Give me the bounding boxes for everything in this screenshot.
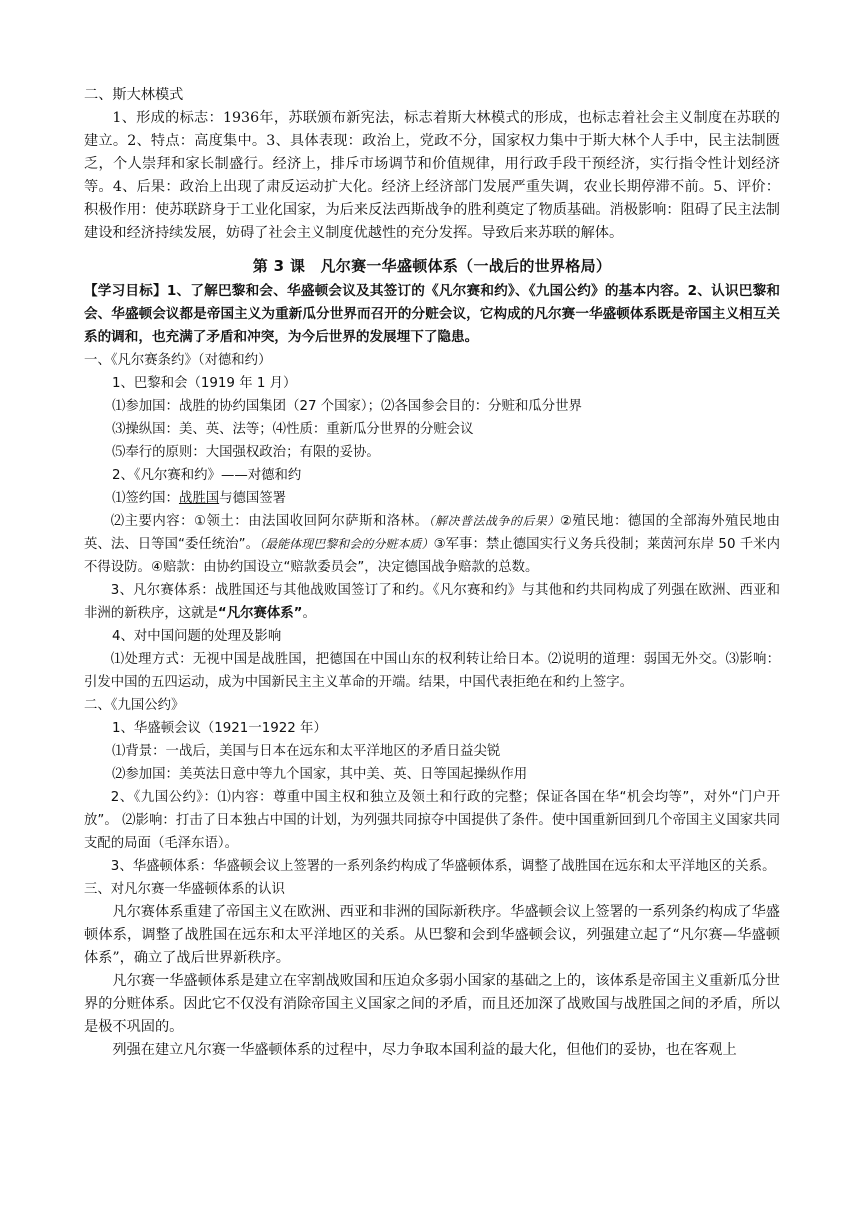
lesson-title: 第 3 课 凡尔赛一华盛顿体系（一战后的世界格局） (252, 257, 612, 275)
versailles-system-bold: “凡尔赛体系” (217, 606, 303, 621)
note-franco-prussian: （解决普法战争的后果） (428, 514, 560, 528)
goal-text: 1、了解巴黎和会、华盛顿会议及其签订的《凡尔赛和约》、《九国公约》的基本内容。2、认识巴黎和会、华盛顿会议都是帝国主义为重新瓜分世界而召开的分赃会议，它构成的凡尔赛一华盛顿体系既是帝国主义相互关系的调和，也充满了矛盾和冲突，为今后世界的发展埋下了隐患。 (84, 283, 780, 345)
signatory-rest: 与德国签署 (219, 491, 287, 506)
section1-item2-b (84, 510, 780, 579)
stalin-heading: 二、斯大林模式 (84, 87, 184, 103)
content-territory: ⑵主要内容：①领土：由法国收回阿尔萨斯和洛林。 (110, 514, 429, 529)
section1-item1-c: ⑸奉行的原则：大国强权政治；有限的妥协。 (112, 445, 380, 460)
content-colonies: ②殖民地：德国的全部海外殖民地由英、法、日等国“委任统治”。 (84, 514, 780, 552)
section2-item1-a: ⑴背景：一战后，美国与日本在远东和太平洋地区的矛盾日益尖锐 (112, 744, 501, 759)
section1-item1-title: 1、巴黎和会（1919 年 1 月） (112, 376, 297, 391)
section3-heading: 三、对凡尔赛一华盛顿体系的认识 (84, 882, 285, 897)
versailles-system-text: 3、凡尔赛体系：战胜国还与其他战败国签订了和约。《凡尔赛和约》与其他和约共同构成了列强在欧洲、西亚和非洲的新秩序，这就是 (84, 583, 780, 621)
section2-item1-b: ⑵参加国：美英法日意中等九个国家，其中美、英、日等国起操纵作用 (112, 767, 528, 782)
section2-item2: 2、《九国公约》：⑴内容：尊重中国主权和独立及领土和行政的完整；保证各国在华“机会均等”，对外“门户开放”。 ⑵影响：打击了日本独占中国的计划，为列强共同掠夺中国提供了条件。使中国重新回到几个帝国主义国家共同支配的局面（毛泽东语）。 (84, 790, 780, 851)
section1-item2-a (84, 487, 780, 510)
content-military-reparations: ③军事：禁止德国实行义务兵役制；莱茵河东岸 50 千米内不得设防。④赔款：由协约国设立“赔款委员会”，决定德国战争赔款的总数。 (84, 537, 781, 575)
section1-item2-title: 2、《凡尔赛和约》——对德和约 (112, 468, 302, 483)
learning-goal (84, 280, 780, 349)
section3-para1: 凡尔赛体系重建了帝国主义在欧洲、西亚和非洲的国际新秩序。华盛顿会议上签署的一系列条约构成了华盛顿体系，调整了战胜国在远东和太平洋地区的关系。从巴黎和会到华盛顿会议，列强建立起了“凡尔赛—华盛顿体系”，确立了战后世界新秩序。 (84, 904, 780, 966)
signatory-label: ⑴签约国： (112, 491, 179, 506)
goal-label: 【学习目标】 (84, 283, 167, 299)
section2-item1-title: 1、华盛顿会议（1921一1922 年） (112, 721, 327, 736)
section2-item3: 3、华盛顿体系：华盛顿会议上签署的一系列条约构成了华盛顿体系，调整了战胜国在远东和太平洋地区的关系。 (110, 859, 776, 874)
section2-heading: 二、《九国公约》 (84, 698, 185, 713)
victor-nations-underlined: 战胜国 (178, 491, 220, 506)
section1-item4-title: 4、对中国问题的处理及影响 (112, 629, 282, 644)
stalin-paragraph: 1、形成的标志：1936年，苏联颁布新宪法，标志着斯大林模式的形成，也标志着社会主义制度在苏联的建立。2、特点：高度集中。3、具体表现：政治上，党政不分，国家权力集中于斯大林个人手中，民主法制匮乏，个人崇拜和家长制盛行。经济上，排斥市场调节和价值规律，用行政手段干预经济，实行指令性计划经济等。4、后果：政治上出现了肃反运动扩大化。经济上经济部门发展严重失调，农业长期停滞不前。5、评价：积极作用：使苏联跻身于工业化国家，为后来反法西斯战争的胜利奠定了物质基础。消极影响：阻碍了民主法制建设和经济持续发展，妨碍了社会主义制度优越性的充分发挥。导致后来苏联的解体。 (84, 110, 780, 241)
note-spoils: （最能体现巴黎和会的分赃本质） (259, 537, 434, 551)
section1-item1-b: ⑶操纵国：美、英、法等；⑷性质：重新瓜分世界的分赃会议 (112, 422, 474, 437)
section3-para3: 列强在建立凡尔赛一华盛顿体系的过程中，尽力争取本国利益的最大化，但他们的妥协，也在客观上 (112, 1042, 737, 1058)
section1-item4-text: ⑴处理方式：无视中国是战胜国，把德国在中国山东的权利转让给日本。⑵说明的道理：弱国无外交。⑶影响：引发中国的五四运动，成为中国新民主主义革命的开端。结果，中国代表拒绝在和约上签字。 (84, 652, 780, 690)
section1-item3 (84, 579, 780, 625)
section1-heading: 一、《凡尔赛条约》（对德和约） (84, 353, 272, 368)
versailles-system-end: 。 (302, 606, 316, 621)
section1-item1-a: ⑴参加国：战胜的协约国集团（27 个国家）；⑵各国参会目的：分赃和瓜分世界 (112, 399, 582, 414)
section3-para2: 凡尔赛一华盛顿体系是建立在宰割战败国和压迫众多弱小国家的基础之上的，该体系是帝国主义重新瓜分世界的分赃体系。因此它不仅没有消除帝国主义国家之间的矛盾，而且还加深了战败国与战胜国之间的矛盾，所以是极不巩固的。 (84, 973, 780, 1035)
